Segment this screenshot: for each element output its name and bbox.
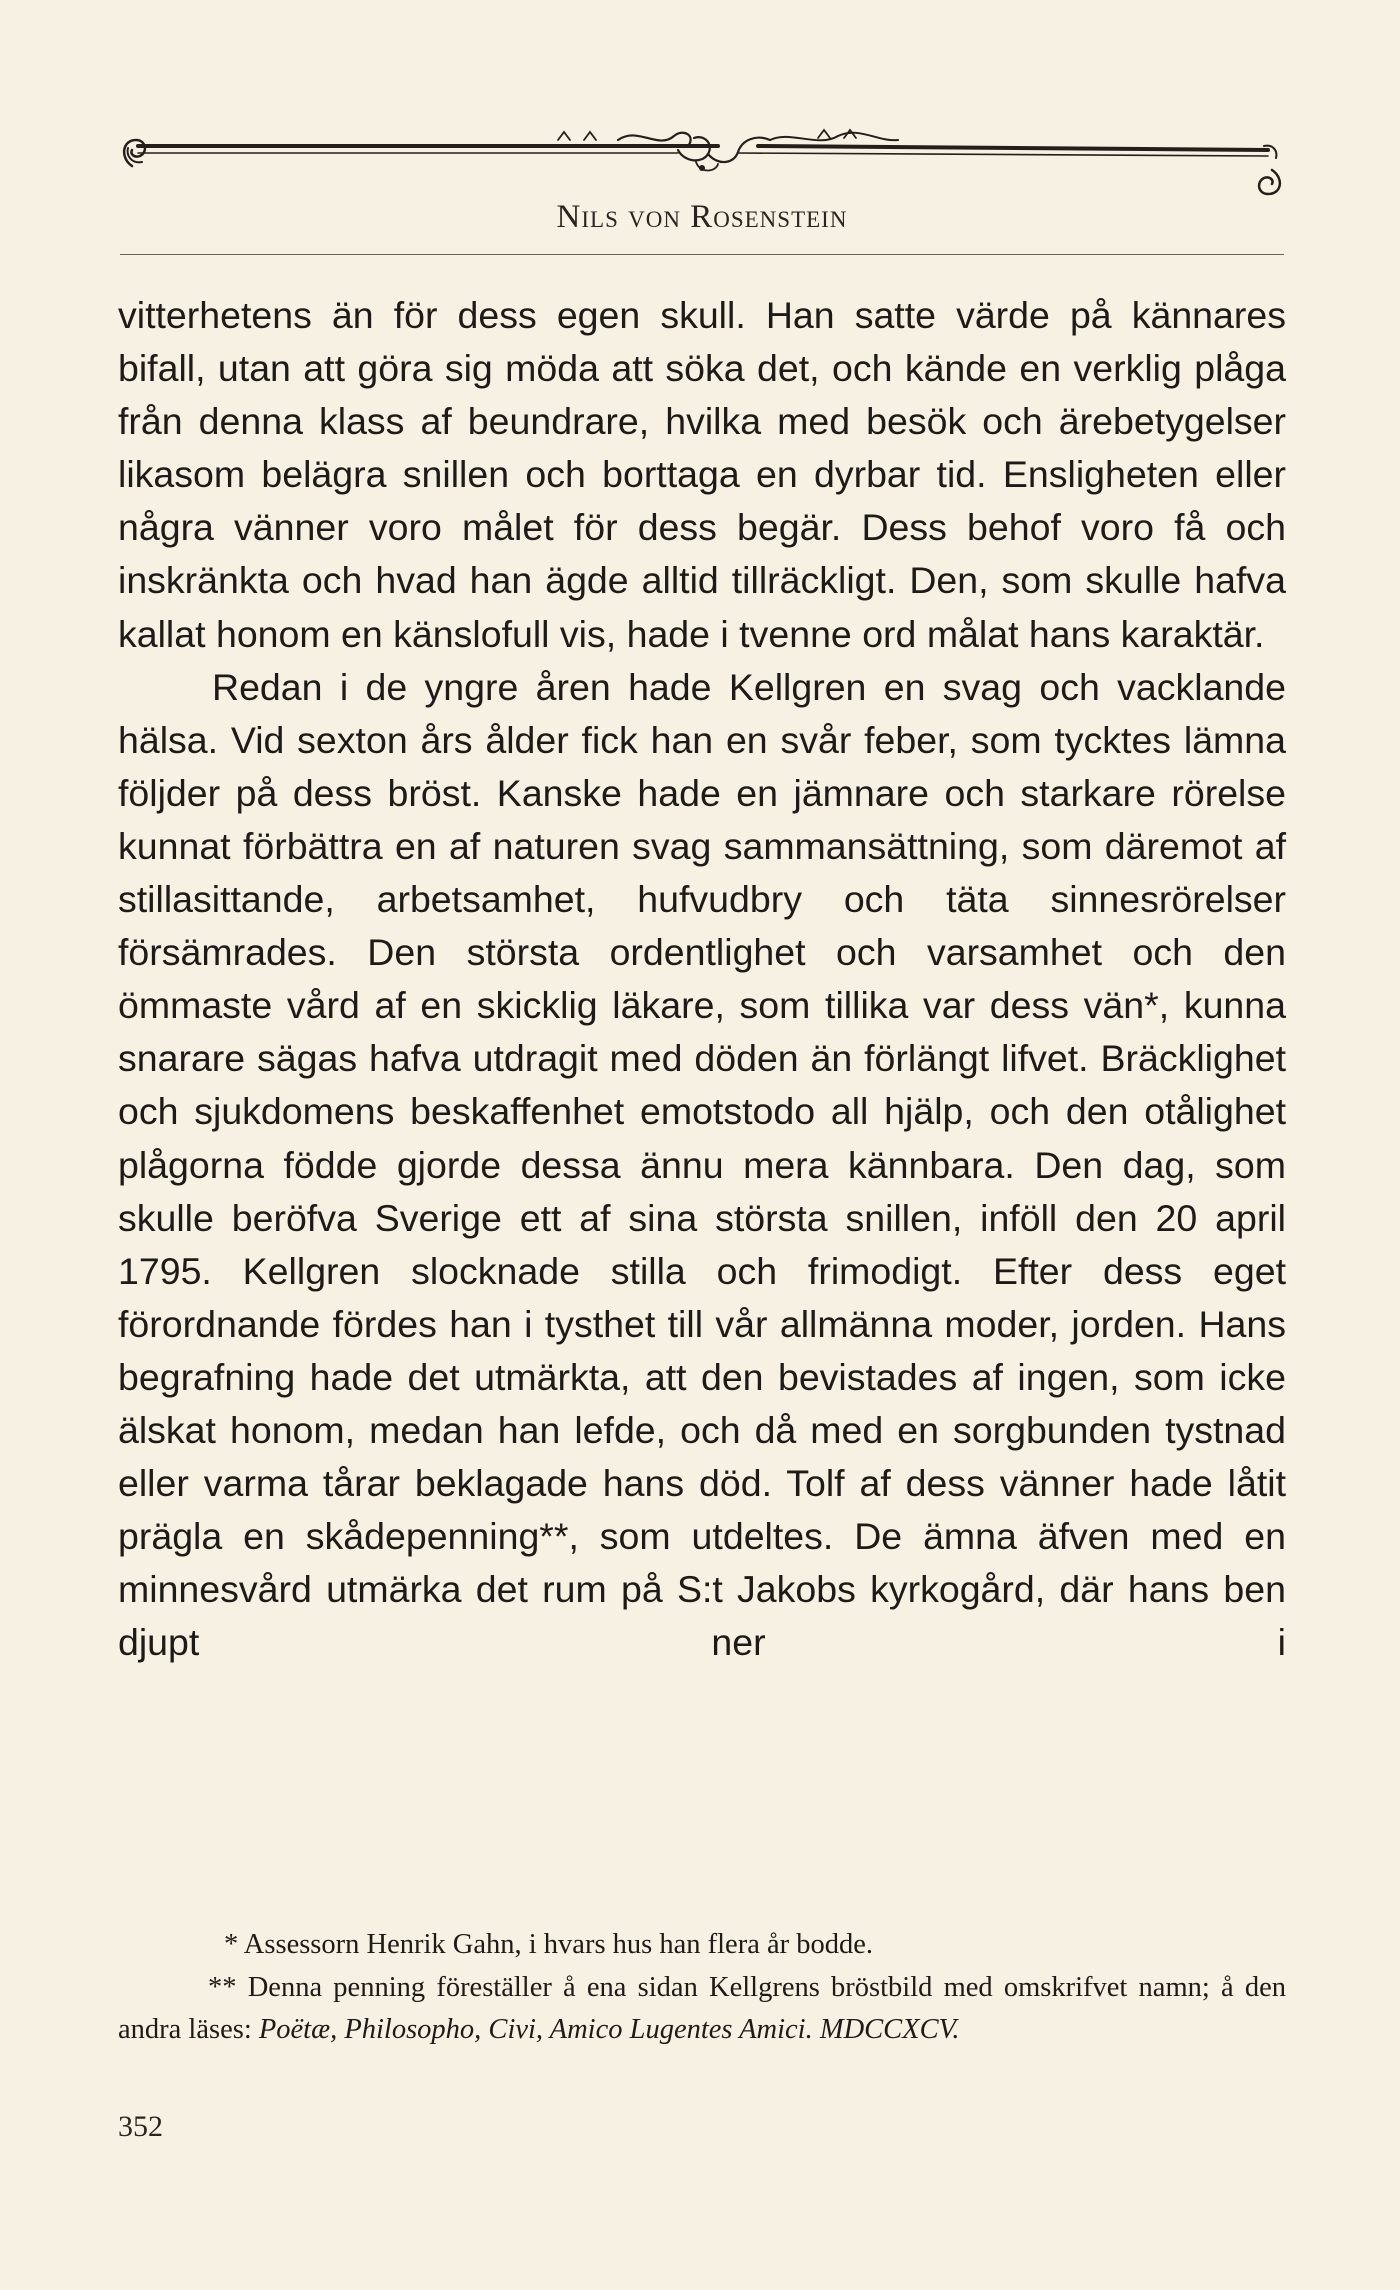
- main-text: [118, 289, 1286, 1669]
- footnote-text: ** Denna penning föreställer å ena sidan Kellgrens bröstbild med omskrifvet namn; å den andra läses:: [118, 1971, 1286, 2045]
- page-number: 352: [118, 2110, 163, 2143]
- decorative-headpiece-icon: [118, 128, 1286, 206]
- medal-inscription: Poëtæ, Philosopho, Civi, Amico Lugentes Amici. MDCCXCV.: [258, 2014, 960, 2045]
- running-head-title: Nils von Rosenstein: [556, 199, 848, 235]
- footnotes: [118, 1924, 1286, 2052]
- paragraph: Redan i de yngre åren hade Kellgren en svag och vacklande hälsa. Vid sexton års ålder fick han en svår feber, som tycktes lämna följder på dess bröst. Kanske hade en jämnare och starkare rörelse kunnat förbättra en af naturen svag sammansättning, som däremot af stillasittande, arbetsamhet, hufvudbry och täta sinnesrörelser försämrades. Den största ordentlighet och varsamhet och den ömmaste vård af en skicklig läkare, som tillika var dess vän*, kunna snarare sägas hafva utdragit med döden än förlängt lifvet. Bräcklighet och sjukdomens beskaffenhet emotstodo all hjälp, och den otålighet plågorna födde gjorde dessa ännu mera kännbara. Den dag, som skulle beröfva Sverige ett af sina största snillen, inföll den 20 april 1795. Kellgren slocknade stilla och frimodigt. Efter dess eget förordnande fördes han i tysthet till vår allmänna moder, jorden. Hans begrafning hade det utmärkta, att den bevistades af ingen, som icke älskat honom, medan han lefde, och då med en sorgbunden tystnad eller varma tårar beklagade hans död. Tolf af dess vänner hade låtit prägla en skådepenning**, som utdeltes. De ämna äfven med en minnesvård utmärka det rum på S:t Jakobs kyrkogård, där hans ben djupt ner i: [118, 665, 1286, 1664]
- footnote: [118, 1967, 1286, 2052]
- header-divider: [120, 254, 1284, 255]
- paragraph: vitterhetens än för dess egen skull. Han satte värde på kännares bifall, utan att göra sig möda att söka det, och kände en verklig plåga från denna klass af beundrare, hvilka med besök och ärebetygelser likasom belägra snillen och borttaga en dyrbar tid. Ensligheten eller några vänner voro målet för dess begär. Dess behof voro få och inskränkta och hvad han ägde alltid tillräckligt. Den, som skulle hafva kallat honom en känslofull vis, hade i tvenne ord målat hans karaktär.: [118, 294, 1286, 655]
- footnote: * Assessorn Henrik Gahn, i hvars hus han flera år bodde.: [224, 1929, 874, 1960]
